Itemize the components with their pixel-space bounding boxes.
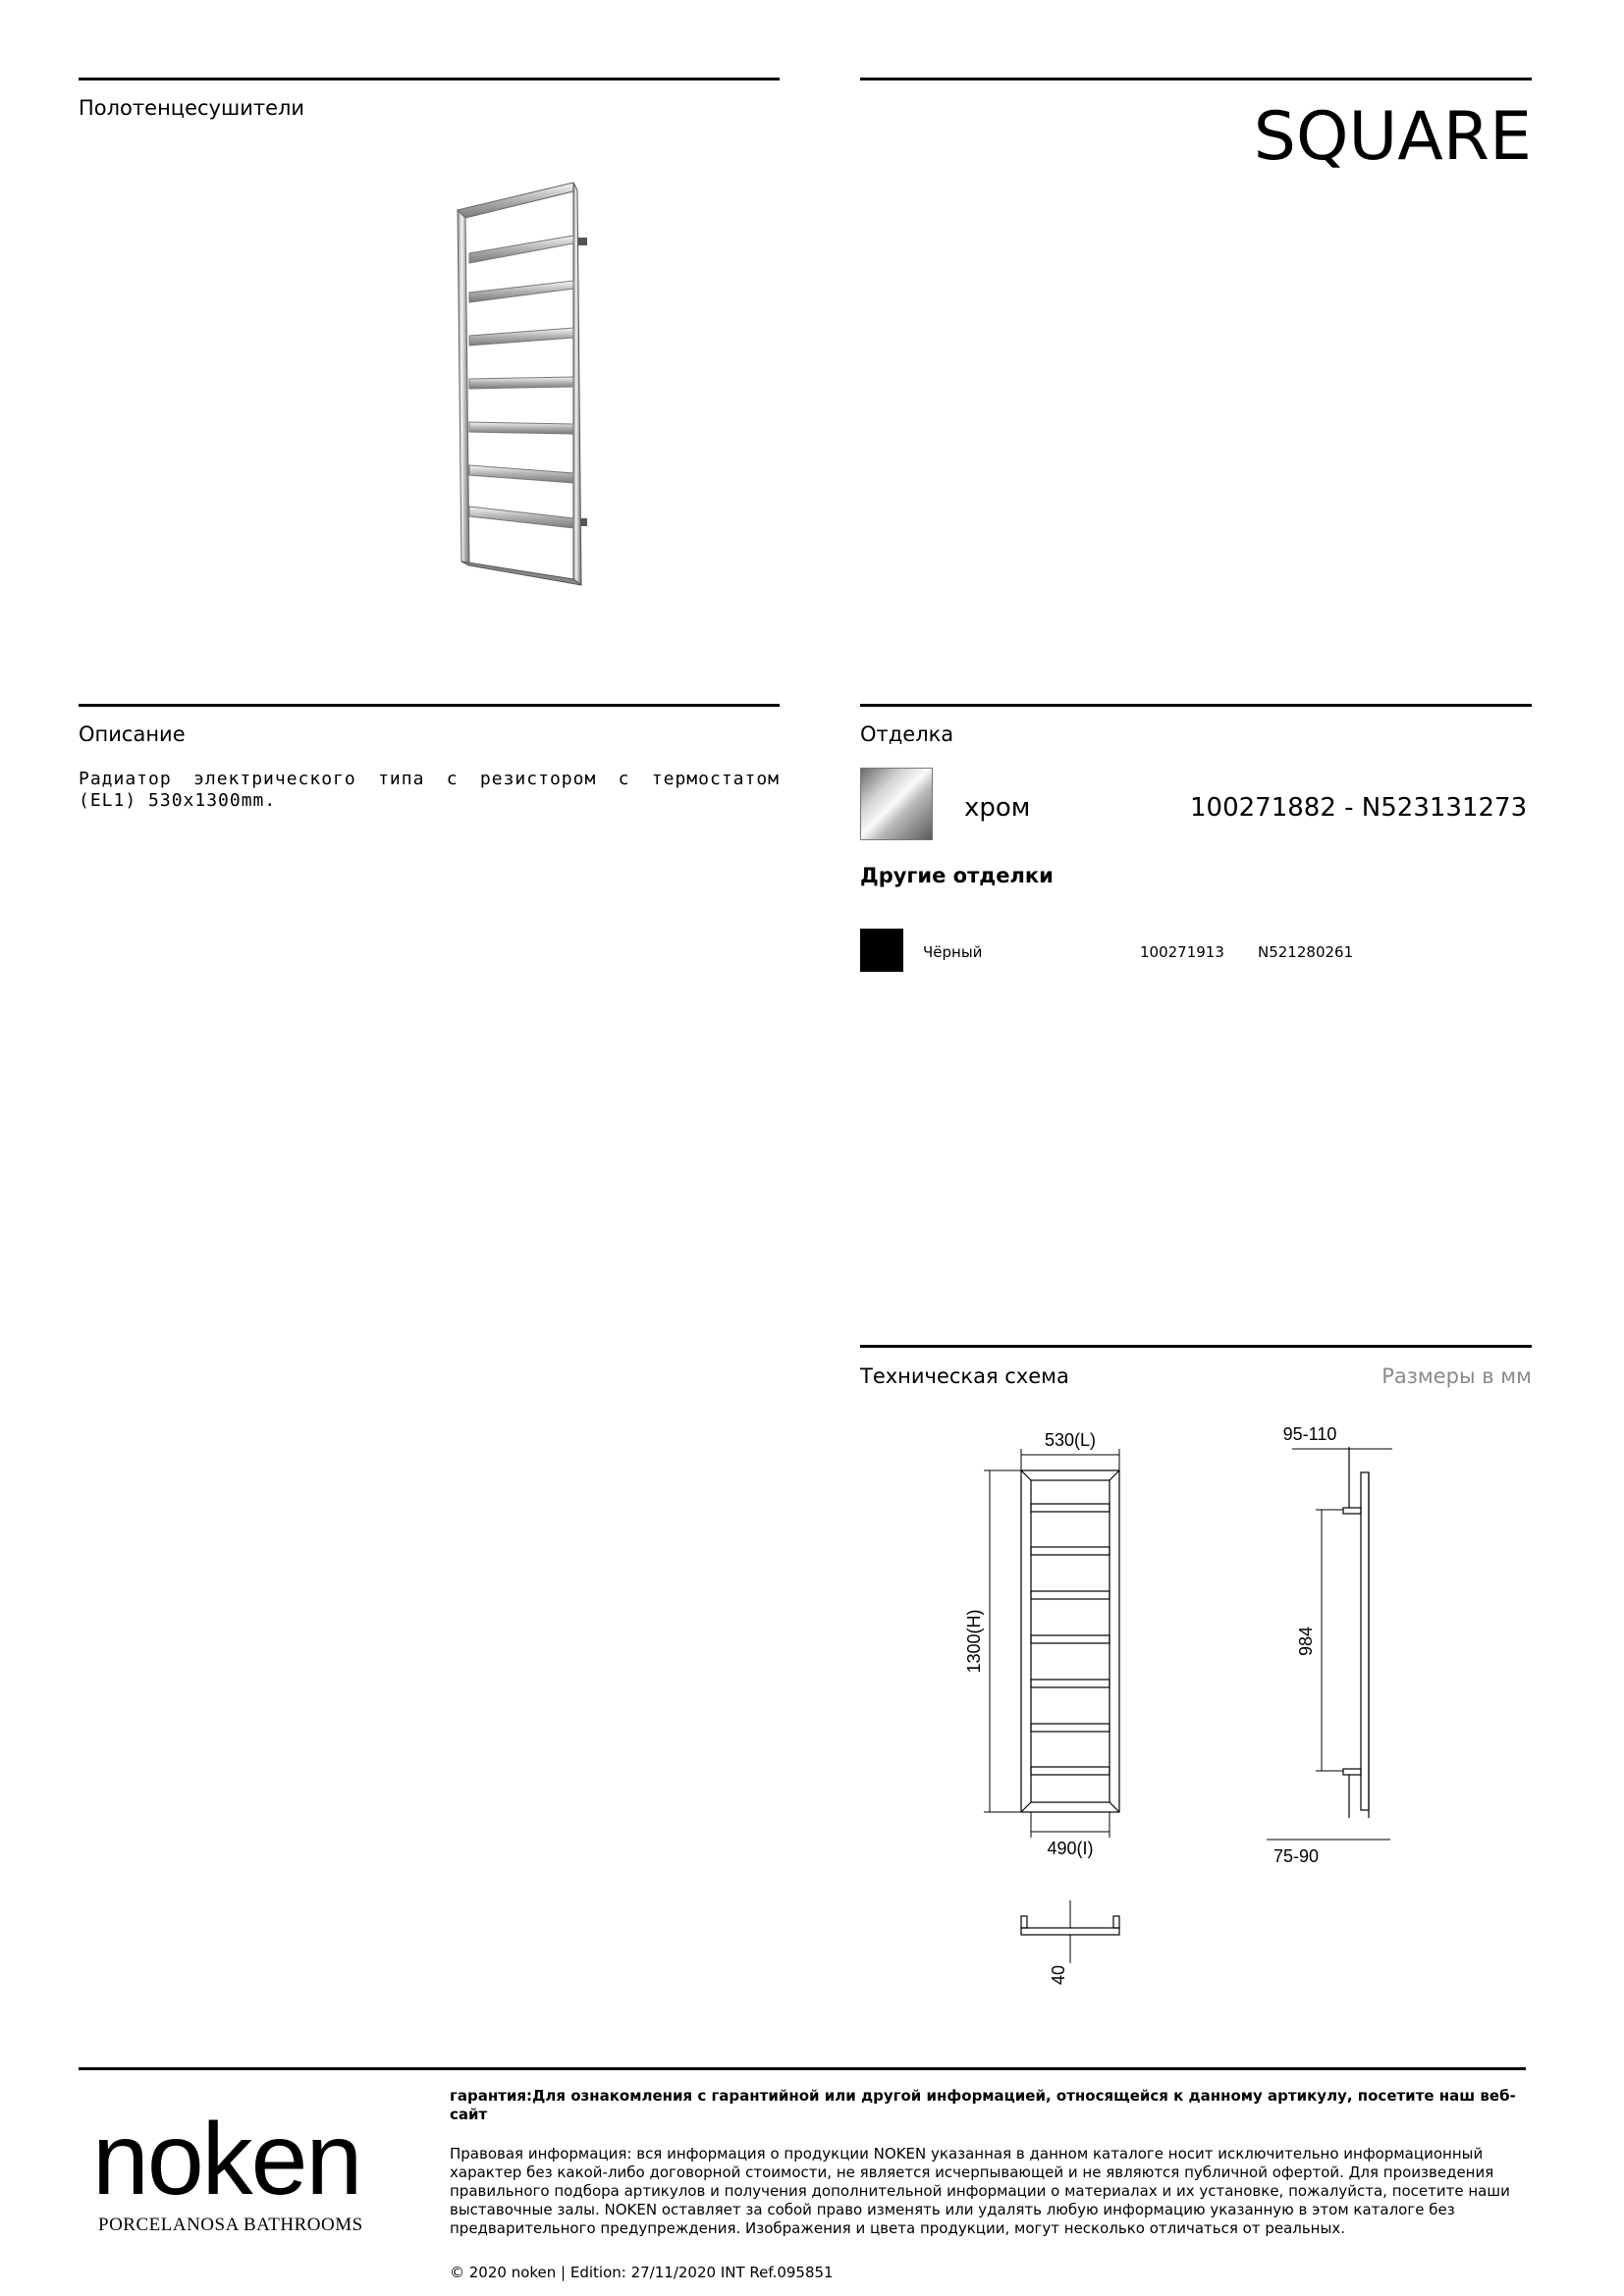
- finish-heading: Отделка: [860, 722, 954, 746]
- dim-bar-depth: 40: [1049, 1964, 1068, 1986]
- legal-text: Правовая информация: вся информация о продукции NOKEN указанная в данном каталоге носит исключительно информационный характер без какой-либо договорной стоимости, не является исчерпывающей и не являются публичной офертой. Для произведения правильного подбора артикулов и получения дополнительной информации о материалах и их установке, пожалуйста, посетите наши выставочные залы. NOKEN оставляет за собой право изменять или удалять любую информацию указанную в этом каталоге без предварительного предупреждения. Изображения и цвета продукции, могут несколько отличаться от реальных.: [450, 2145, 1510, 2237]
- technical-drawing: [943, 1414, 1414, 2002]
- description-text: Радиатор электрического типа с резистором с термостатом (EL1) 530x1300mm.: [79, 769, 780, 811]
- brand-subtitle: PORCELANOSA BATHROOMS: [98, 2215, 363, 2235]
- rungs: [469, 236, 573, 528]
- header-rule-right: [860, 78, 1532, 80]
- dim-depth: 75-90: [1272, 1846, 1320, 1866]
- product-title: SQUARE: [1253, 98, 1532, 176]
- dim-wall-distance: 95-110: [1282, 1424, 1337, 1444]
- current-finish-code: 100271882 - N523131273: [1190, 793, 1528, 823]
- units-note: Размеры в мм: [1381, 1364, 1532, 1388]
- black-swatch[interactable]: [860, 929, 903, 972]
- edition-text: © 2020 noken | Edition: 27/11/2020 INT Ref.095851: [450, 2264, 834, 2281]
- technical-rule: [860, 1345, 1532, 1348]
- technical-heading: Техническая схема: [860, 1364, 1069, 1388]
- dim-fixing-distance: 984: [1296, 1626, 1316, 1657]
- other-finish-code2: N521280261: [1258, 943, 1354, 961]
- chrome-swatch[interactable]: [860, 768, 933, 840]
- dim-width: 530(L): [1044, 1430, 1097, 1450]
- finish-rule: [860, 704, 1532, 707]
- brand-logo: noken: [92, 2103, 361, 2216]
- other-finishes-heading: Другие отделки: [860, 864, 1054, 887]
- current-finish-name: хром: [964, 793, 1031, 823]
- product-image: [432, 177, 599, 589]
- footer-rule: [79, 2067, 1526, 2070]
- dim-inner-width: 490(I): [1047, 1839, 1094, 1858]
- description-heading: Описание: [79, 722, 186, 746]
- header-rule-left: [79, 78, 780, 80]
- warranty-text: гарантия:Для ознакомления с гарантийной или другой информацией, относящейся к данному артикулу, посетите наш веб-сайт: [450, 2087, 1516, 2123]
- category-label: Полотенцесушители: [79, 96, 305, 120]
- other-finish-code1: 100271913: [1140, 943, 1224, 961]
- description-rule: [79, 704, 780, 707]
- other-finish-name: Чёрный: [923, 943, 983, 961]
- dim-height: 1300(H): [964, 1609, 984, 1674]
